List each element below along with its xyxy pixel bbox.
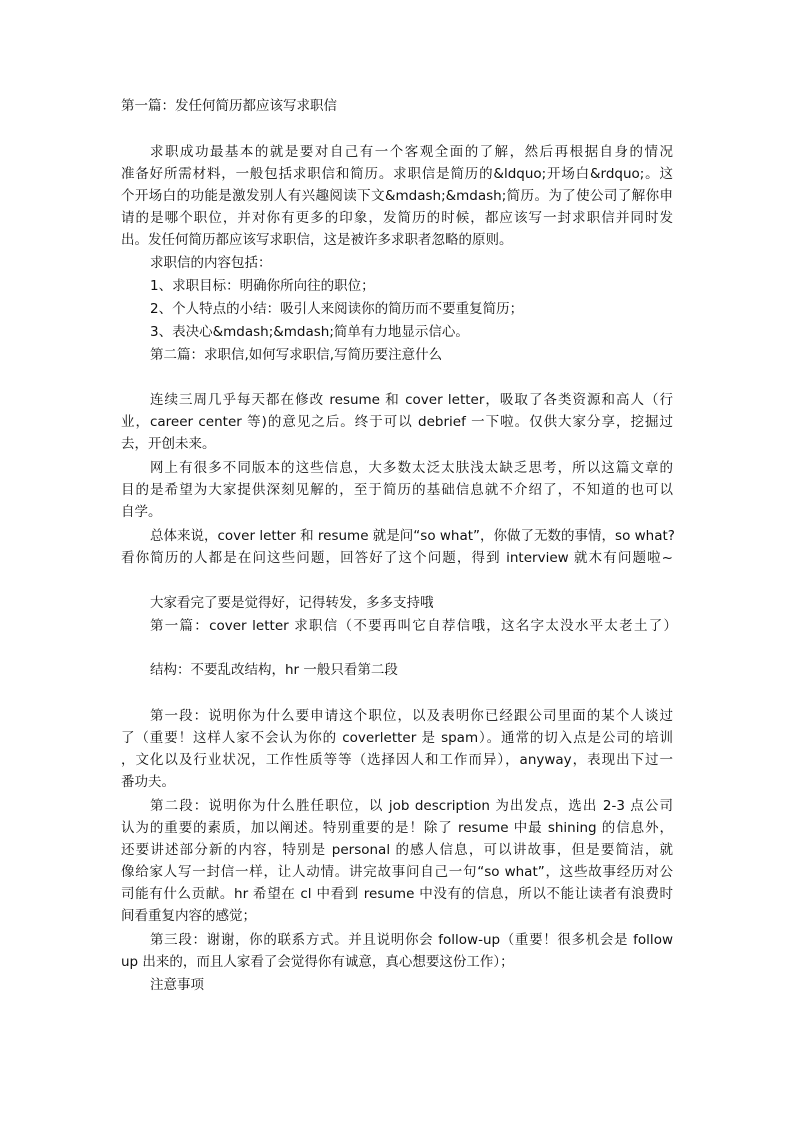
paragraph-line: 去，开创未来。 [121,436,216,452]
paragraph-line: 请的是哪个职位，并对你有更多的印象，发简历的时候，都应该写一封求职信并同时发 [121,210,673,226]
paragraph-line: 认为的重要的素质，加以阐述。特别重要的是！除了 resume 中最 shining 的信息外， [121,820,673,836]
paragraph-line: 总体来说，cover letter 和 resume 就是问“so what”，你做了无数的事情，so what? [150,528,675,544]
paragraph-line: 连续三周几乎每天都在修改 resume 和 cover letter，吸取了各类资源和高人（行 [150,392,673,408]
paragraph-line: 还要讲述部分新的内容，特别是 personal 的感人信息，可以讲故事，但是要简洁，就 [121,842,673,858]
paragraph-line: 自学。 [121,504,162,520]
paragraph-line: ，文化以及行业状况，工作性质等等（选择因人和工作而异），anyway，表现出下过一 [121,752,673,768]
paragraph-line: 第三段：谢谢，你的联系方式。并且说明你会 follow-up（重要！很多机会是 follow [150,932,673,948]
paragraph-line: 大家看完了要是觉得好，记得转发，多多支持哦 [150,595,434,611]
paragraph-line: 个开场白的功能是激发别人有兴趣阅读下文&mdash;&mdash;简历。为了使公司了解你申 [121,188,673,204]
heading-part-one: 第一篇：发任何简历都应该写求职信 [121,98,337,114]
paragraph-line: up 出来的，而且人家看了会觉得你有诚意，真心想要这份工作）； [121,954,514,970]
paragraph-line: 出。发任何简历都应该写求职信，这是被许多求职者忽略的原则。 [121,232,513,248]
paragraph-line: 了（重要！这样人家不会认为你的 coverletter 是 spam）。通常的切入点是公司的培训 [121,730,673,746]
list-item: 3、表决心&mdash;&mdash;简单有力地显示信心。 [150,324,469,340]
paragraph-line: 番功夫。 [121,774,175,790]
heading-part-two: 第二篇：求职信,如何写求职信,写简历要注意什么 [150,347,443,363]
paragraph-line: 第二段：说明你为什么胜任职位，以 job description 为出发点，选出 2-3 点公司 [150,798,673,814]
paragraph-line: 结构：不要乱改结构，hr 一般只看第二段 [150,662,398,678]
paragraph-line: 看你简历的人都是在问这些问题，回答好了这个问题，得到 interview 就木有问题啦~ [121,550,673,566]
paragraph-line: 准备好所需材料，一般包括求职信和简历。求职信是简历的&ldquo;开场白&rdquo;。这 [121,166,673,182]
list-item: 1、求职目标：明确你所向往的职位； [150,278,375,294]
list-item: 2、个人特点的小结：吸引人来阅读你的简历而不要重复简历； [150,301,524,317]
paragraph-line: 第一段：说明你为什么要申请这个职位，以及表明你已经跟公司里面的某个人谈过 [150,708,673,724]
list-intro: 求职信的内容包括： [150,255,272,271]
paragraph-line: 求职成功最基本的就是要对自己有一个客观全面的了解，然后再根据自身的情况 [150,144,673,160]
paragraph-line: 像给家人写一封信一样，让人动情。讲完故事问自己一句“so what”，这些故事经历对公 [121,864,673,880]
paragraph-line: 司能有什么贡献。hr 希望在 cl 中看到 resume 中没有的信息，所以不能让读者有浪费时 [121,886,673,902]
paragraph-line: 目的是希望为大家提供深刻见解的，至于简历的基础信息就不介绍了，不知道的也可以 [121,482,673,498]
paragraph-line: 网上有很多不同版本的这些信息，大多数太泛太肤浅太缺乏思考，所以这篇文章的 [150,460,673,476]
paragraph-line: 业，career center 等)的意见之后。终于可以 debrief 一下啦。仅供大家分享，挖掘过 [121,414,673,430]
heading-cover-letter: 第一篇：cover letter 求职信（不要再叫它自荐信哦，这名字太没水平太老土了） [150,618,677,634]
paragraph-line: 间看重复内容的感觉； [121,908,256,924]
heading-notes: 注意事项 [150,977,204,993]
